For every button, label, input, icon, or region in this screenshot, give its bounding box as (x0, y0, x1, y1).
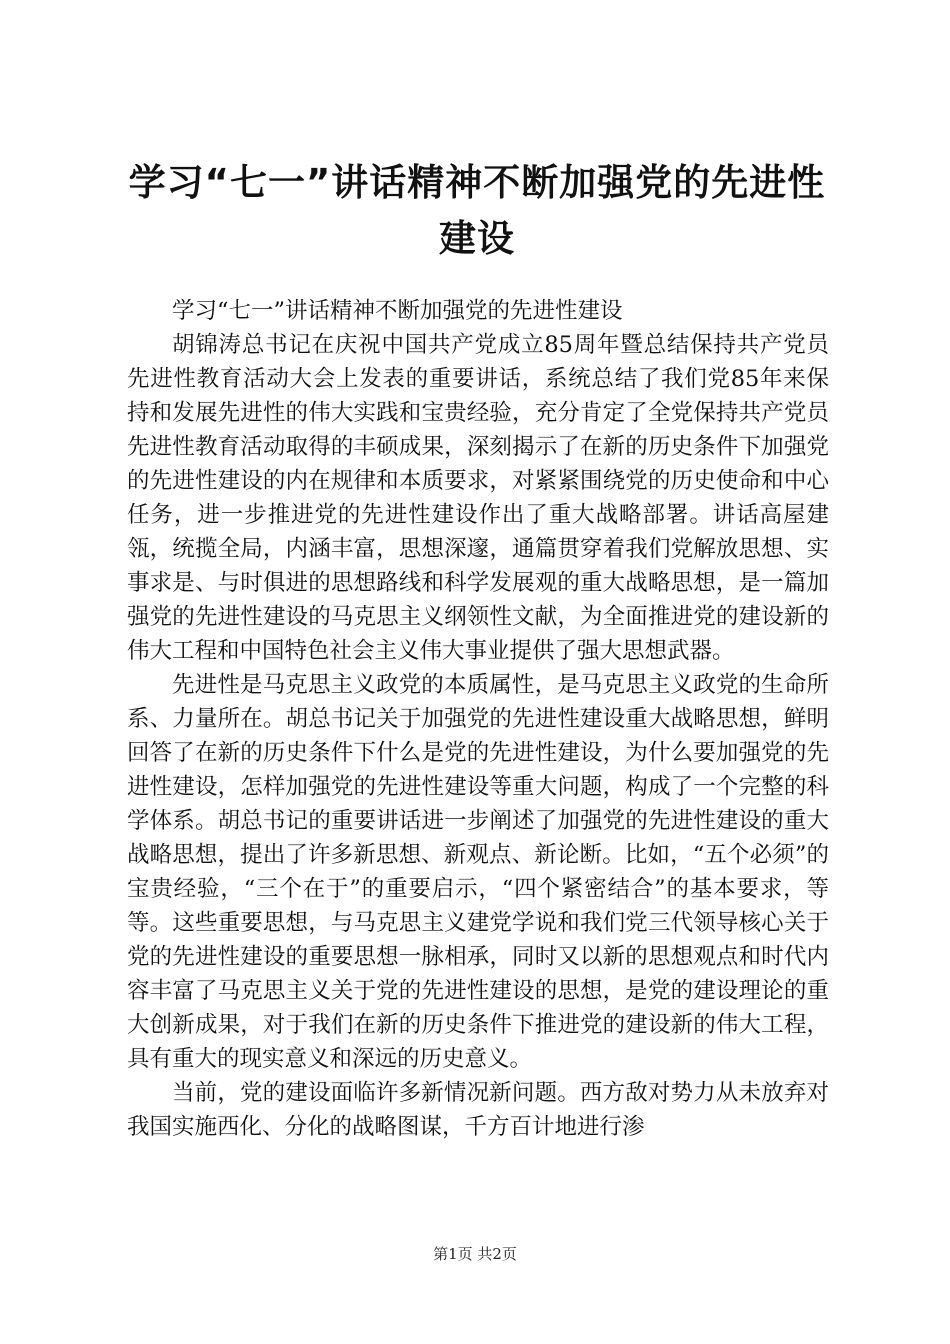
paragraph: 当前，党的建设面临许多新情况新问题。西方敌对势力从未放弃对我国实施西化、分化的战略图谋，千方百计地进行渗 (127, 1080, 829, 1140)
paragraph: 胡锦涛总书记在庆祝中国共产党成立85周年暨总结保持共产党员先进性教育活动大会上发表的重要讲话，系统总结了我们党85年来保持和发展先进性的伟大实践和宝贵经验，充分肯定了全党保持共产党员先进性教育活动取得的丰硕成果，深刻揭示了在新的历史条件下加强党的先进性建设的内在规律和本质要求，对紧紧围绕党的历史使命和中心任务，进一步推进党的先进性建设作出了重大战略部署。讲话高屋建瓴，统揽全局，内涵丰富，思想深邃，通篇贯穿着我们党解放思想、实事求是、与时俱进的思想路线和科学发展观的重大战略思想，是一篇加强党的先进性建设的马克思主义纲领性文献，为全面推进党的建设新的伟大工程和中国特色社会主义伟大事业提供了强大思想武器。 (127, 332, 829, 664)
page-footer: 第1页 共2页 (433, 1245, 517, 1263)
paragraph: 先进性是马克思主义政党的本质属性，是马克思主义政党的生命所系、力量所在。胡总书记关于加强党的先进性建设重大战略思想，鲜明回答了在新的历史条件下什么是党的先进性建设，为什么要加强党的先进性建设，怎样加强党的先进性建设等重大问题，构成了一个完整的科学体系。胡总书记的重要讲话进一步阐述了加强党的先进性建设的重大战略思想，提出了许多新思想、新观点、新论断。比如，“五个必须”的宝贵经验，“三个在于”的重要启示，“四个紧密结合”的基本要求，等等。这些重要思想，与马克思主义建党学说和我们党三代领导核心关于党的先进性建设的重要思想一脉相承，同时又以新的思想观点和时代内容丰富了马克思主义关于党的先进性建设的思想，是党的建设理论的重大创新成果，对于我们在新的历史条件下推进党的建设新的伟大工程，具有重大的现实意义和深远的历史意义。 (127, 672, 829, 1072)
document-subtitle: 学习“七一”讲话精神不断加强党的先进性建设 (172, 298, 623, 324)
document-body (127, 294, 829, 1144)
document-title: 学习“七一”讲话精神不断加强党的先进性建设 (128, 161, 826, 260)
